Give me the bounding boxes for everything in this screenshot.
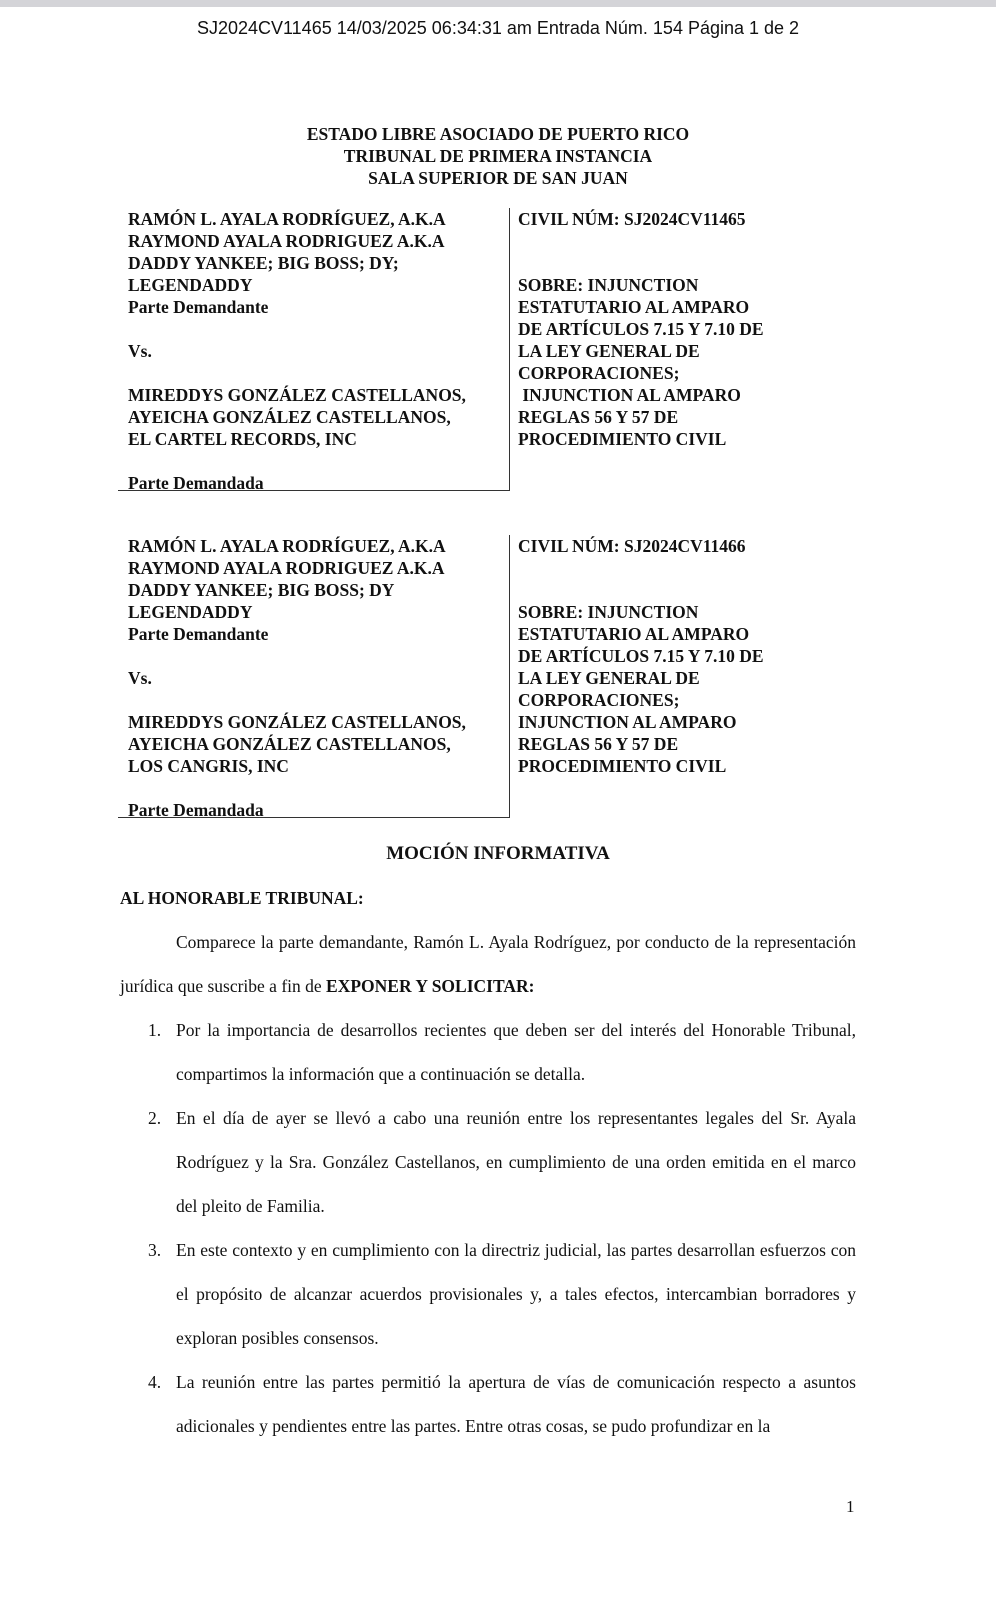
defendant-line: MIREDDYS GONZÁLEZ CASTELLANOS, (128, 712, 466, 732)
defendant-line: LOS CANGRIS, INC (128, 756, 289, 776)
subject-line: REGLAS 56 Y 57 DE (518, 407, 679, 427)
item-number: 1. (148, 1020, 162, 1040)
subject-line: LA LEY GENERAL DE (518, 668, 700, 688)
court-line: TRIBUNAL DE PRIMERA INSTANCIA (343, 146, 653, 166)
subject-line: SOBRE: INJUNCTION (518, 275, 699, 295)
defendant-label: Parte Demandada (128, 800, 264, 820)
intro-text: Comparece la parte demandante, Ramón L. Ayala Rodríguez, por conducto de la representación jurídica que suscribe a fin de (120, 932, 856, 996)
subject-line: SOBRE: INJUNCTION (518, 602, 699, 622)
item-number: 2. (148, 1108, 162, 1128)
subject-line: CORPORACIONES; (518, 363, 680, 383)
filing-stamp: SJ2024CV11465 14/03/2025 06:34:31 am Entrada Núm. 154 Página 1 de 2 (196, 18, 800, 38)
defendant-line: MIREDDYS GONZÁLEZ CASTELLANOS, (128, 385, 466, 405)
subject-line: ESTATUTARIO AL AMPARO (518, 624, 750, 644)
item-text: En el día de ayer se llevó a cabo una reunión entre los representantes legales del Sr. Ayala Rodríguez y la Sra. González Castellanos, en cumplimiento de una orden emitida en el marco del pleito de Familia. (176, 1108, 856, 1216)
list-item (120, 1096, 856, 1228)
plaintiff-line: DADDY YANKEE; BIG BOSS; DY; (128, 253, 399, 273)
case-number: CIVIL NÚM: SJ2024CV11465 (518, 209, 746, 229)
defendant-line: EL CARTEL RECORDS, INC (128, 429, 357, 449)
viewer-top-bar (0, 0, 996, 7)
item-text: En este contexto y en cumplimiento con la directriz judicial, las partes desarrollan esfuerzos con el propósito de alcanzar acuerdos provisionales y, a tales efectos, intercambian borradores y exploran posibles consensos. (176, 1240, 856, 1348)
item-text: Por la importancia de desarrollos recientes que deben ser del interés del Honorable Tribunal, compartimos la información que a continuación se detalla. (176, 1020, 856, 1084)
plaintiff-line: DADDY YANKEE; BIG BOSS; DY (128, 580, 395, 600)
document-body (120, 920, 856, 1448)
subject-line: ESTATUTARIO AL AMPARO (518, 297, 750, 317)
subject-line: INJUNCTION AL AMPARO (518, 385, 741, 405)
plaintiff-line: LEGENDADDY (128, 275, 253, 295)
subject-line: INJUNCTION AL AMPARO (518, 712, 737, 732)
list-item (120, 1228, 856, 1360)
plaintiff-line: RAMÓN L. AYALA RODRÍGUEZ, A.K.A (128, 536, 446, 556)
list-item (120, 1360, 856, 1448)
parties-block (118, 208, 510, 491)
versus: Vs. (128, 341, 152, 361)
salutation: AL HONORABLE TRIBUNAL: (120, 888, 364, 908)
case-info-block (518, 208, 818, 450)
parties-block (118, 535, 510, 818)
item-number: 3. (148, 1240, 162, 1260)
numbered-list (120, 1008, 856, 1448)
page-number: 1 (846, 1497, 855, 1516)
defendant-label: Parte Demandada (128, 473, 264, 493)
case-info-block (518, 535, 818, 777)
subject-line: PROCEDIMIENTO CIVIL (518, 429, 727, 449)
subject-line: REGLAS 56 Y 57 DE (518, 734, 679, 754)
plaintiff-line: RAYMOND AYALA RODRIGUEZ A.K.A (128, 231, 445, 251)
defendant-line: AYEICHA GONZÁLEZ CASTELLANOS, (128, 734, 451, 754)
plaintiff-line: RAYMOND AYALA RODRIGUEZ A.K.A (128, 558, 445, 578)
plaintiff-label: Parte Demandante (128, 624, 269, 644)
item-number: 4. (148, 1372, 162, 1392)
intro-paragraph (120, 920, 856, 1008)
subject-line: DE ARTÍCULOS 7.15 Y 7.10 DE (518, 646, 764, 666)
court-line: SALA SUPERIOR DE SAN JUAN (368, 168, 628, 188)
item-text: La reunión entre las partes permitió la apertura de vías de comunicación respecto a asuntos adicionales y pendientes entre las partes. Entre otras cosas, se pudo profundizar en la (176, 1372, 856, 1436)
subject-line: DE ARTÍCULOS 7.15 Y 7.10 DE (518, 319, 764, 339)
court-line: ESTADO LIBRE ASOCIADO DE PUERTO RICO (306, 124, 690, 144)
plaintiff-label: Parte Demandante (128, 297, 269, 317)
plaintiff-line: RAMÓN L. AYALA RODRÍGUEZ, A.K.A (128, 209, 446, 229)
document-title: MOCIÓN INFORMATIVA (386, 843, 610, 864)
list-item (120, 1008, 856, 1096)
plaintiff-line: LEGENDADDY (128, 602, 253, 622)
subject-line: LA LEY GENERAL DE (518, 341, 700, 361)
case-number: CIVIL NÚM: SJ2024CV11466 (518, 536, 746, 556)
versus: Vs. (128, 668, 152, 688)
subject-line: PROCEDIMIENTO CIVIL (518, 756, 727, 776)
subject-line: CORPORACIONES; (518, 690, 680, 710)
court-heading (0, 123, 996, 189)
defendant-line: AYEICHA GONZÁLEZ CASTELLANOS, (128, 407, 451, 427)
intro-bold-text: EXPONER Y SOLICITAR: (326, 976, 535, 996)
